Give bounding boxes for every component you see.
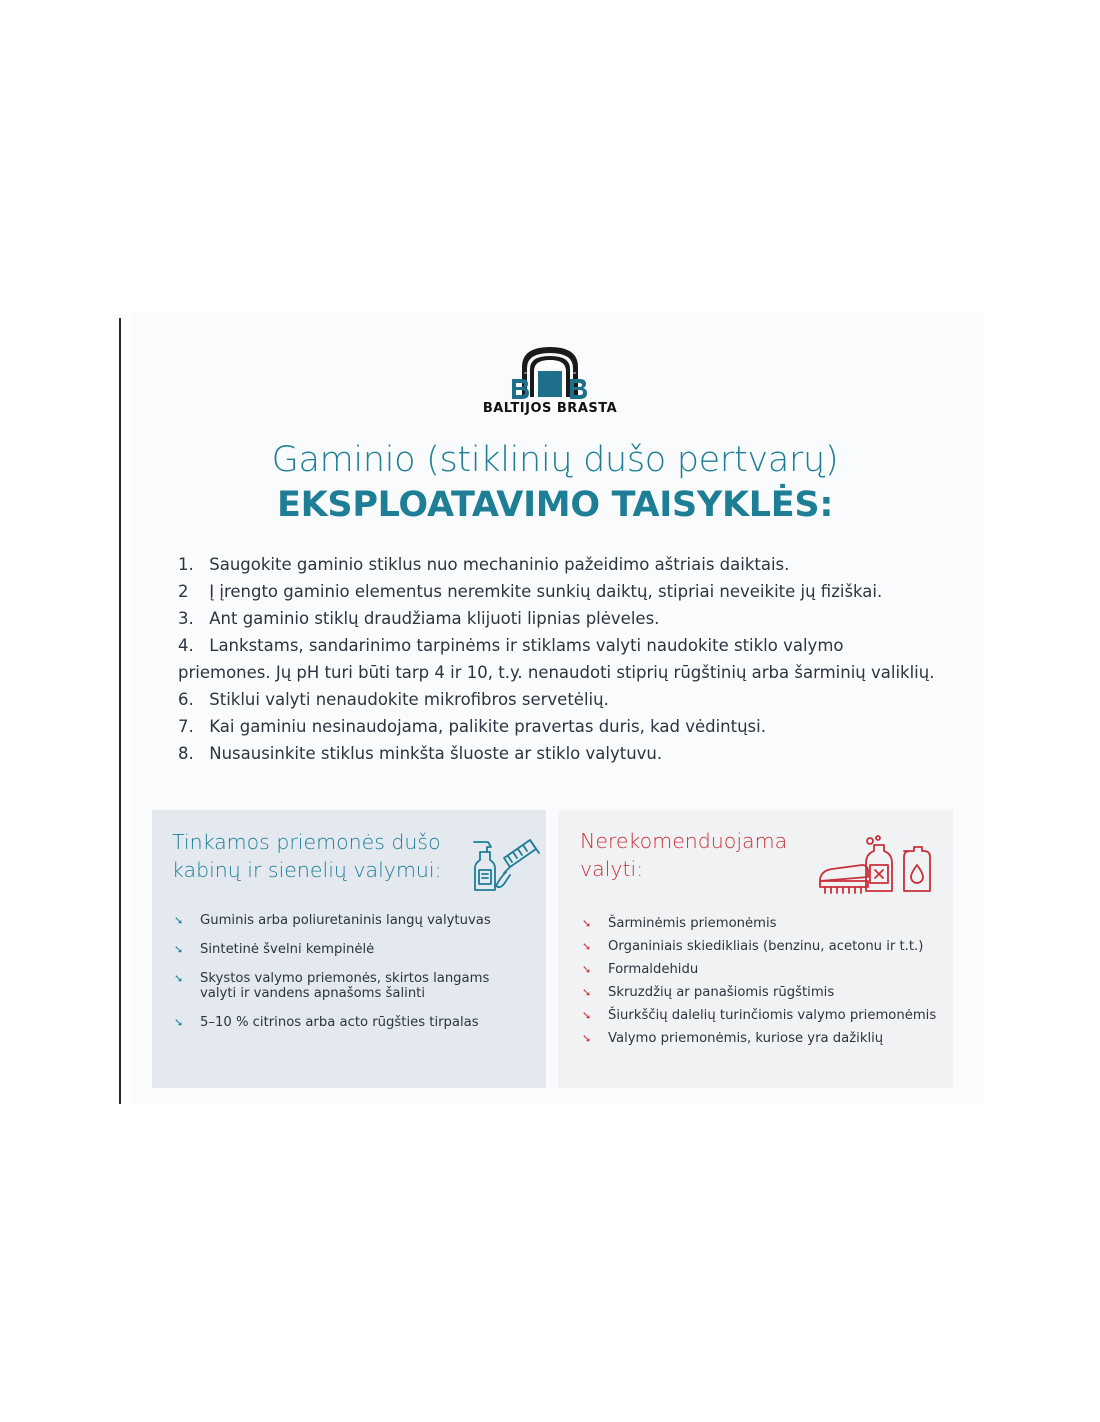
rule-text: Stiklui valyti nenaudokite mikrofibros servetėlių. [209,690,609,709]
rule-number: 8. [178,744,194,763]
rule-text: Saugokite gaminio stiklus nuo mechaninio pažeidimo aštriais daiktais. [209,555,790,574]
rule-item [178,605,938,632]
arch-gate-logo-icon [510,345,590,403]
rule-item [178,740,938,767]
arrow-bullet-icon: ➘ [582,986,592,999]
arrow-bullet-icon: ➘ [174,1016,184,1029]
list-item-text: Organiniais skiedikliais (benzinu, acetonu ir t.t.) [608,939,924,954]
list-item-text: Skystos valymo priemonės, skirtos langams valyti ir vandens apnašoms šalinti [200,971,490,1001]
logo-text: BALTIJOS BRASTA [482,401,618,416]
list-item-text: Valymo priemonėmis, kuriose yra dažiklių [608,1031,884,1046]
list-item [582,1008,942,1023]
list-item-text: Sintetinė švelni kempinėlė [200,942,375,957]
list-item-text: Formaldehidu [608,962,699,977]
list-item-text: Skruzdžių ar panašiomis rūgštimis [608,985,835,1000]
arrow-bullet-icon: ➘ [582,917,592,930]
left-margin-rule [119,318,121,1104]
arrow-bullet-icon: ➘ [582,940,592,953]
list-item-text: Šiurkščių dalelių turinčiomis valymo priemonėmis [608,1008,937,1023]
list-item-text: Guminis arba poliuretaninis langų valytuvas [200,913,491,928]
rules-list [178,551,938,767]
company-logo [450,345,650,420]
rule-number: 3. [178,609,194,628]
rule-item [178,578,938,605]
list-item [174,942,524,957]
list-item [582,939,942,954]
arrow-bullet-icon: ➘ [174,943,184,956]
list-item [582,962,942,977]
list-item [174,913,524,928]
rule-number: 1. [178,555,194,574]
rule-number: 2 [178,582,189,601]
list-item-text: Šarminėmis priemonėmis [608,916,777,931]
spray-bottle-and-squeegee-icon [470,836,544,894]
arrow-bullet-icon: ➘ [582,1009,592,1022]
rule-number: 6. [178,690,194,709]
rule-item [178,632,938,686]
arrow-bullet-icon: ➘ [174,972,184,985]
rule-text: Ant gaminio stiklų draudžiama klijuoti lipnias plėveles. [209,609,660,628]
rule-item [178,713,938,740]
rule-text: Nusausinkite stiklus minkšta šluoste ar stiklo valytuvu. [209,744,663,763]
list-item [582,1031,942,1046]
not-recommended-title: Nerekomenduojama valyti: [580,829,788,881]
rule-text: Lankstams, sandarinimo tarpinėms ir stiklams valyti naudokite stiklo valymo priemones. Jų pH turi būti tarp 4 ir 10, t.y. nenaudoti stiprių rūgštinių arba šarminių valiklių. [178,636,935,682]
recommended-panel [152,810,546,1088]
recommended-list [174,913,524,1044]
recommended-title: Tinkamos priemonės dušo kabinų ir sienelių valymui: [172,830,442,882]
arrow-bullet-icon: ➘ [582,1032,592,1045]
list-item [582,916,942,931]
list-item-text: 5–10 % citrinos arba acto rūgšties tirpalas [200,1015,479,1030]
rule-text: Kai gaminiu nesinaudojama, palikite pravertas duris, kad vėdintųsi. [209,717,766,736]
list-item [582,985,942,1000]
page-title-line-1: Gaminio (stiklinių dušo pertvarų) [271,440,839,480]
rule-item [178,686,938,713]
not-recommended-list [582,916,942,1054]
not-recommended-panel [558,810,953,1088]
rule-number: 7. [178,717,194,736]
list-item [174,1015,524,1030]
brush-and-chemicals-icon [818,835,936,897]
arrow-bullet-icon: ➘ [174,914,184,927]
rule-number: 4. [178,636,194,655]
list-item [174,971,524,1001]
arrow-bullet-icon: ➘ [582,963,592,976]
page-title-line-2: EKSPLOATAVIMO TAISYKLĖS: [276,485,834,525]
rule-text: Į įrengto gaminio elementus neremkite sunkių daiktų, stipriai neveikite jų fiziškai. [209,582,883,601]
rule-item [178,551,938,578]
